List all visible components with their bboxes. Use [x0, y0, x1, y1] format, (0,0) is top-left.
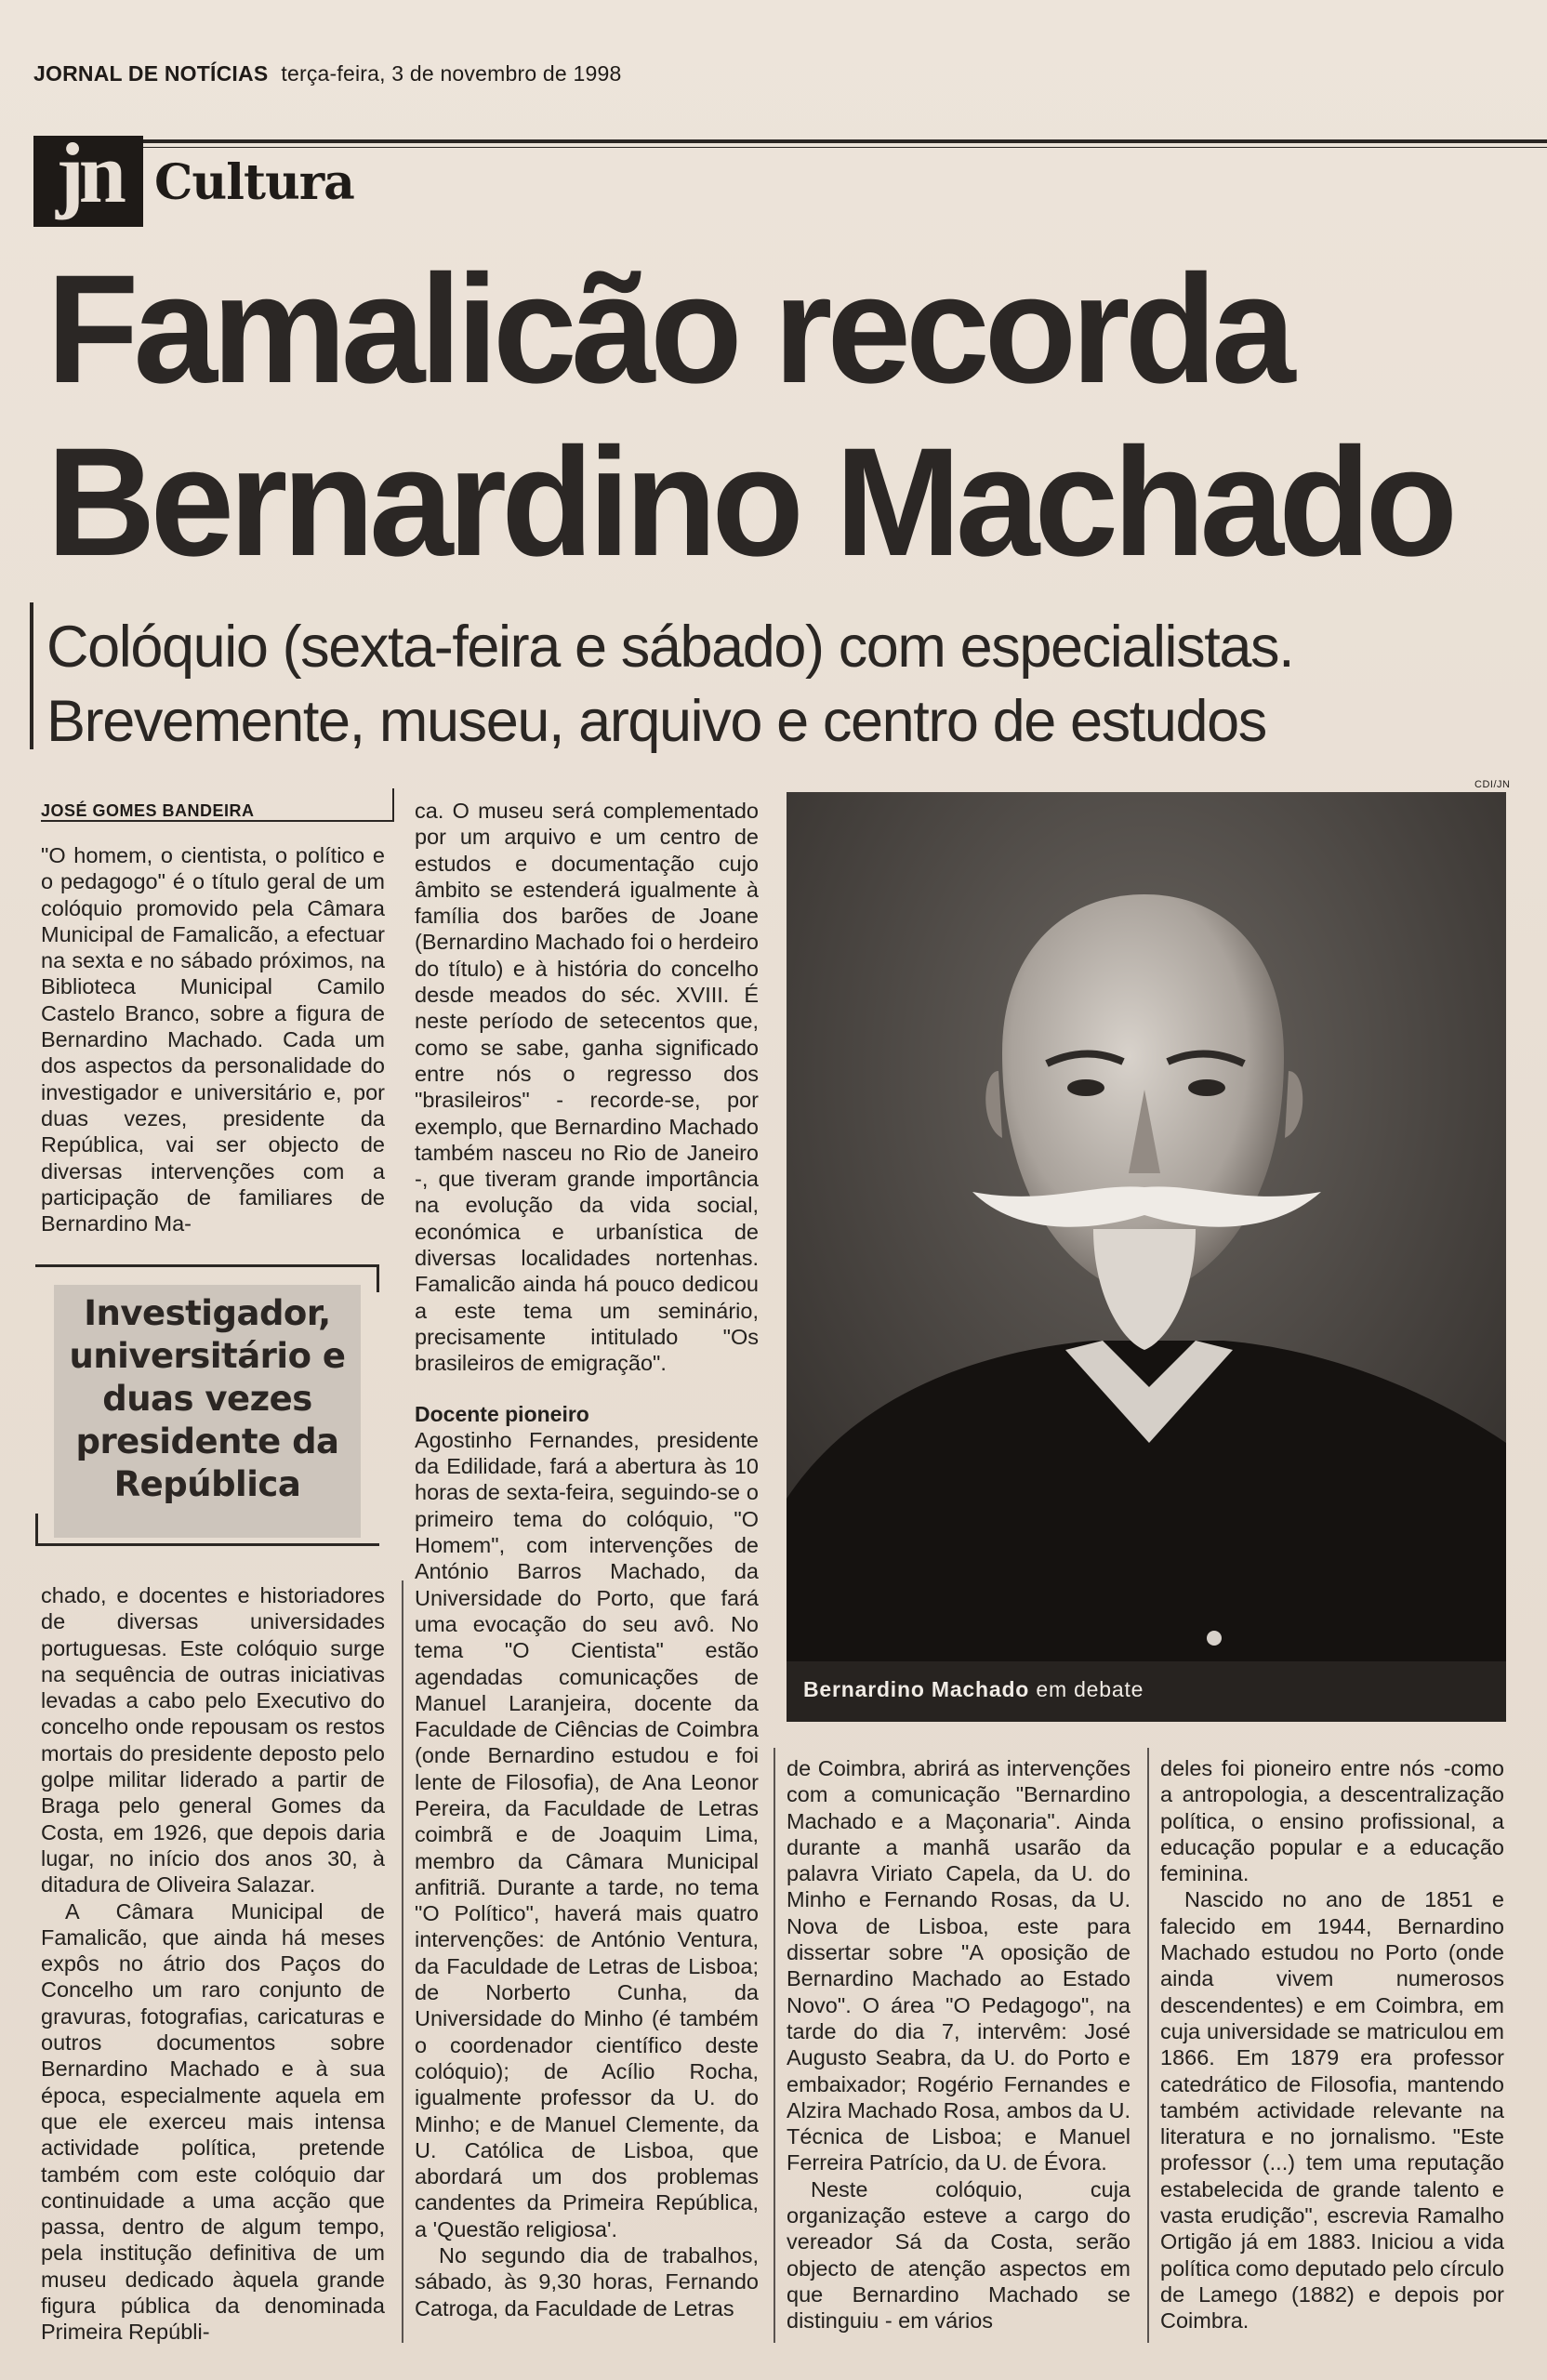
pull-quote-box	[35, 1264, 379, 1534]
portrait-photo	[787, 792, 1506, 1722]
paragraph: Neste colóquio, cuja organização esteve a cargo do vereador Sá da Costa, serão objecto de atenção aspectos em que Bernardino Machado se distinguiu - em vários	[787, 2176, 1130, 2334]
paper-name: JORNAL DE NOTÍCIAS	[33, 61, 269, 86]
paragraph: "O homem, o cientista, o político e o pedagogo" é o título geral de um colóquio promovido pela Câmara Municipal de Famalicão, a efectuar na sexta e no sábado próximos, na Biblioteca Municipal Camilo Castelo Branco, sobre a figura de Bernardino Machado. Cada um dos aspectos da personalidade do investigador e universitário e, por duas vezes, presidente da República, vai ser objecto de diversas intervenções com a participação de familiares de Bernardino Ma-	[41, 843, 385, 1236]
headline	[46, 244, 1452, 589]
issue-date: terça-feira, 3 de novembro de 1998	[281, 61, 622, 86]
headline-line-2: Bernardino Machado	[46, 416, 1453, 588]
quote-tick-left	[35, 1514, 38, 1545]
byline-rule	[41, 820, 394, 822]
subtitle-rule	[30, 602, 33, 749]
paragraph: Agostinho Fernandes, presidente da Edilidade, fará a abertura às 10 horas de sexta-feira, seguindo-se o primeiro tema do colóquio, "O Homem", com intervenções de António Barros Machado, da Universidade do Porto, que fará uma evocação do seu avô. No tema "O Cientista" estão agendadas comunicações de Manuel Laranjeira, docente da Faculdade de Ciências de Coimbra (onde Bernardino estudou e foi lente de Filosofia), de Ana Leonor Pereira, da Faculdade de Letras coimbrã e de Joaquim Lima, membro da Câmara Municipal anfitriã. Durante a tarde, no tema "O Político", haverá mais quatro intervenções: de António Ventura, da Faculdade de Letras de Lisboa; de Norberto Cunha, da Universidade do Minho (é também o coordenador científico deste colóquio); de Acílio Rocha, igualmente professor da U. do Minho; e de Manuel Clemente, da U. Católica de Lisboa, que abordará um dos problemas candentes da Primeira República, a 'Questão religiosa'.	[415, 1427, 759, 2241]
jn-logo: jn	[33, 136, 143, 227]
header-rule-thin	[33, 147, 1547, 148]
paragraph: No segundo dia de trabalhos, sábado, às 9,30 horas, Fernando Catroga, da Faculdade de Letras	[415, 2243, 759, 2320]
subhead: Docente pioneiro	[415, 1401, 589, 1426]
column-4	[1160, 1755, 1504, 2334]
column-rule	[774, 1748, 775, 2343]
photo-caption	[803, 1677, 1144, 1702]
header-rule	[33, 139, 1547, 143]
subtitle	[46, 610, 1293, 759]
subtitle-line-2: Brevemente, museu, arquivo e centro de estudos	[46, 689, 1266, 754]
byline-tick	[392, 788, 394, 822]
quote-tick-right	[377, 1264, 379, 1292]
paragraph: chado, e docentes e historiadores de diversas universidades portuguesas. Este colóquio surge na sequência de outras iniciativas levadas a cabo pelo Executivo do concelho onde repousam os restos mortais do presidente deposto pelo golpe militar liderado a partir de Braga pelo general Gomes da Costa, em 1926, que depois daria lugar, no início dos anos 30, à ditadura de Oliveira Salazar.	[41, 1583, 385, 1897]
photo-credit: CDI/JN	[1474, 779, 1511, 790]
subtitle-line-1: Colóquio (sexta-feira e sábado) com especialistas.	[46, 615, 1294, 680]
column-rule	[1147, 1748, 1149, 2343]
quote-rule-top	[35, 1264, 379, 1267]
column-1-bottom	[41, 1582, 385, 2346]
section-title: Cultura	[154, 154, 354, 211]
caption-rest: em debate	[1029, 1677, 1144, 1701]
portrait-illustration	[787, 792, 1506, 1722]
pull-quote: Investigador, universitário e duas vezes presidente da República	[69, 1293, 346, 1504]
page-header	[33, 61, 621, 86]
paragraph: A Câmara Municipal de Famalicão, que ainda há meses expôs no átrio dos Paços do Concelho um raro conjunto de gravuras, fotografias, caricaturas e outros documentos sobre Bernardino Machado e à sua época, especialmente aquela em que ele exerceu mais intensa actividade política, pretende também com este colóquio dar continuidade a uma acção que passa, dentro de algum tempo, pela institução definitiva de um museu dedicado àquela grande figura pública da denominada Primeira Repúbli-	[41, 1898, 385, 2345]
byline: JOSÉ GOMES BANDEIRA	[41, 801, 255, 820]
column-1-top	[41, 842, 385, 1236]
paragraph: de Coimbra, abrirá as intervenções com a comunicação "Bernardino Machado e a Maçonaria". Ainda durante a manhã usarão da palavra Viriato Capela, da U. do Minho e Fernando Rosas, da U. Nova de Lisboa, este para dissertar sobre "A oposição de Bernardino Machado ao Estado Novo". O área "O Pedagogo", na tarde do dia 7, intervêm: José Augusto Seabra, da U. do Porto e embaixador; Rogério Fernandes e Alzira Machado Rosa, ambos da U. Técnica de Lisboa; e Manuel Ferreira Patrício, da U. de Évora.	[787, 1756, 1130, 2175]
headline-line-1: Famalicão recorda	[46, 244, 1290, 416]
column-2	[415, 798, 759, 2321]
column-rule	[402, 1580, 403, 2343]
caption-name: Bernardino Machado	[803, 1677, 1030, 1701]
paragraph: Nascido no ano de 1851 e falecido em 1944, Bernardino Machado estudou no Porto (onde ainda vivem numerosos descendentes) e em Coimbra, em cuja universidade se matriculou em 1866. Em 1879 era professor catedrático de Filosofia, mantendo também actividade relevante na literatura e no jornalismo. "Este professor (...) tem uma reputação estabelecida de grande talento e vasta erudição", escrevia Ramalho Ortigão já em 1883. Iniciou a vida política como deputado pelo círculo de Lamego (1882) e depois por Coimbra.	[1160, 1887, 1504, 2334]
quote-rule-bottom	[35, 1543, 379, 1546]
paragraph: ca. O museu será complementado por um arquivo e um centro de estudos e documentação cujo âmbito se estenderá igualmente à família dos barões de Joane (Bernardino Machado foi o herdeiro do título) e à história do concelho desde meados do séc. XVIII. É neste período de setecentos que, como se sabe, ganha significado entre nós o regresso dos "brasileiros" - recorde-se, por exemplo, que Bernardino Machado também nasceu no Rio de Janeiro -, que tiveram grande importância na evolução da vida social, económica e urbanística de diversas localidades nortenhas. Famalicão ainda há pouco dedicou a este tema um seminário, precisamente intitulado "Os brasileiros de emigração".	[415, 799, 759, 1376]
paragraph: deles foi pioneiro entre nós -como a antropologia, a descentralização política, o ensino profissional, a educação popular e a educação feminina.	[1160, 1756, 1504, 1886]
column-3	[787, 1755, 1130, 2334]
